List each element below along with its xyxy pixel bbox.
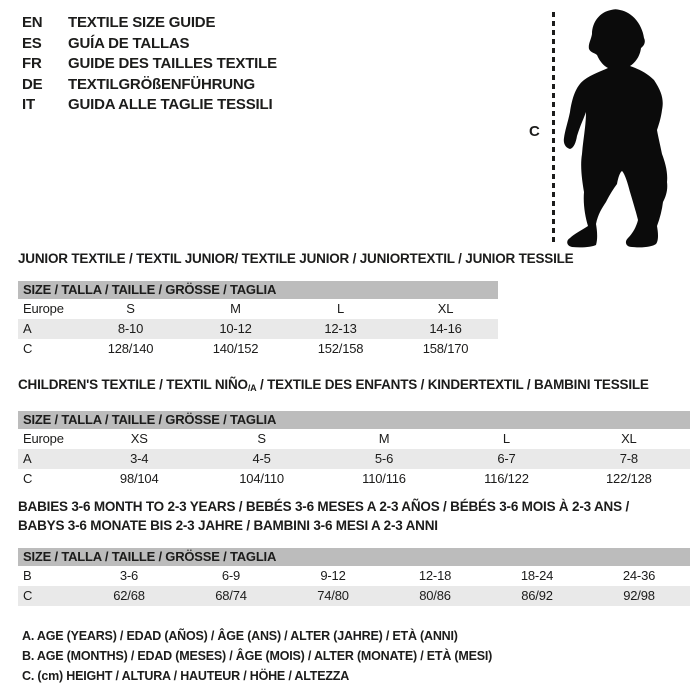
size-table [18, 411, 690, 489]
title-text: CHILDREN'S TEXTILE / TEXTIL NIÑO [18, 377, 248, 392]
table-cell: XL [437, 301, 454, 316]
row-label: Europe [23, 301, 64, 316]
size-guide-section [18, 497, 690, 606]
table-cell: 152/158 [317, 341, 364, 356]
language-row [22, 75, 277, 96]
size-header-bar: SIZE / TALLA / TAILLE / GRÖSSE / TAGLIA [18, 281, 498, 299]
table-cell: L [502, 431, 510, 446]
title-text: / TEXTILE DES ENFANTS / KINDERTEXTIL / BAMBINI TESSILE [256, 377, 649, 392]
table-cell: 116/122 [484, 471, 529, 486]
section-title-line [18, 375, 690, 398]
section-title-line [18, 516, 690, 535]
table-cell: 68/74 [215, 588, 247, 603]
table-cell: 18-24 [520, 568, 554, 583]
table-cell: 7-8 [619, 451, 638, 466]
height-measure-dashed-line [552, 12, 555, 245]
table-row [18, 449, 690, 469]
row-label: A [23, 321, 32, 336]
size-table [18, 548, 690, 606]
table-cell: 140/152 [212, 341, 259, 356]
section-title [18, 249, 573, 268]
table-cell: 74/80 [317, 588, 349, 603]
language-code: EN [22, 14, 43, 31]
table-cell: 9-12 [320, 568, 346, 583]
table-cell: 8-10 [117, 321, 144, 336]
table-cell: 80/86 [419, 588, 451, 603]
language-label: TEXTILGRÖßENFÜHRUNG [68, 75, 256, 93]
language-row [22, 13, 277, 34]
row-label: Europe [23, 431, 64, 446]
table-row [18, 469, 690, 489]
row-label: C [23, 341, 33, 356]
table-cell: 92/98 [623, 588, 655, 603]
table-cell: M [230, 301, 241, 316]
language-label: TEXTILE SIZE GUIDE [68, 14, 216, 31]
table-row [18, 429, 690, 449]
table-cell: 3-6 [119, 568, 139, 583]
footnote-line: A. AGE (YEARS) / EDAD (AÑOS) / ÂGE (ANS) / ALTER (JAHRE) / ETÀ (ANNI) [22, 629, 458, 643]
table-cell: 3-4 [130, 451, 149, 466]
table-cell: 6-9 [221, 568, 241, 583]
language-code: FR [22, 55, 42, 72]
table-cell: 98/104 [119, 471, 159, 486]
table-cell: 12-13 [324, 321, 357, 336]
table-cell: M [378, 431, 390, 446]
language-label: GUIDE DES TAILLES TEXTILE [68, 55, 277, 72]
size-header-bar: SIZE / TALLA / TAILLE / GRÖSSE / TAGLIA [18, 411, 690, 429]
language-label: GUIDA ALLE TAGLIE TESSILI [68, 96, 273, 113]
table-row [18, 299, 498, 319]
table-cell: 4-5 [252, 451, 271, 466]
title-subscript: /A [247, 383, 257, 393]
size-header-bar: SIZE / TALLA / TAILLE / GRÖSSE / TAGLIA [18, 548, 690, 566]
size-table [18, 281, 498, 359]
row-label: C [23, 471, 33, 486]
footnote-line: C. (cm) HEIGHT / ALTURA / HAUTEUR / HÖHE / ALTEZZA [22, 669, 350, 683]
toddler-silhouette-icon [562, 8, 700, 248]
table-cell: 104/110 [239, 471, 284, 486]
row-label: C [23, 588, 33, 603]
table-cell: 62/68 [113, 588, 145, 603]
language-label: GUÍA DE TALLAS [68, 34, 190, 52]
table-cell: 6-7 [497, 451, 516, 466]
table-cell: 5-6 [374, 451, 394, 466]
language-row [22, 54, 277, 75]
table-cell: 24-36 [622, 568, 656, 583]
title-text: BABIES 3-6 MONTH TO 2-3 YEARS / BEBÉS 3-6 MESES A 2-3 AÑOS / BÉBÉS 3-6 MOIS À 2-3 ANS / [18, 499, 629, 514]
footnote-line: B. AGE (MONTHS) / EDAD (MESES) / ÂGE (MOIS) / ALTER (MONATE) / ETÀ (MESI) [22, 649, 493, 663]
table-cell: L [336, 301, 345, 316]
title-text: JUNIOR TEXTILE / TEXTIL JUNIOR/ TEXTILE JUNIOR / JUNIORTEXTIL / JUNIOR TESSILE [18, 251, 574, 266]
section-title [18, 497, 690, 535]
size-guide-section [18, 375, 690, 489]
title-text: BABYS 3-6 MONATE BIS 2-3 JAHRE / BAMBINI 3-6 MESI A 2-3 ANNI [18, 518, 438, 533]
section-title-line [18, 249, 573, 268]
table-cell: 12-18 [418, 568, 452, 583]
language-row [22, 34, 277, 55]
row-label: A [23, 451, 32, 466]
height-measure-label: C [529, 123, 540, 140]
language-code: DE [22, 75, 43, 93]
section-title-line [18, 497, 690, 516]
table-cell: 110/116 [362, 471, 406, 486]
table-cell: S [126, 301, 135, 316]
table-cell: 128/140 [107, 341, 154, 356]
table-row [18, 339, 498, 359]
footnotes [22, 626, 492, 686]
language-code: ES [22, 34, 42, 52]
size-guide-section [18, 249, 573, 359]
table-cell: 86/92 [521, 588, 553, 603]
language-list [22, 13, 277, 116]
table-cell: XS [130, 431, 148, 446]
table-row [18, 566, 690, 586]
table-row [18, 319, 498, 339]
table-cell: XL [621, 431, 637, 446]
language-code: IT [22, 96, 35, 113]
table-cell: 122/128 [606, 471, 652, 486]
table-row [18, 586, 690, 606]
table-cell: 158/170 [422, 341, 469, 356]
table-cell: S [257, 431, 266, 446]
section-title [18, 375, 690, 398]
table-cell: 10-12 [219, 321, 252, 336]
language-row [22, 95, 277, 116]
row-label: B [23, 568, 32, 583]
table-cell: 14-16 [429, 321, 462, 336]
